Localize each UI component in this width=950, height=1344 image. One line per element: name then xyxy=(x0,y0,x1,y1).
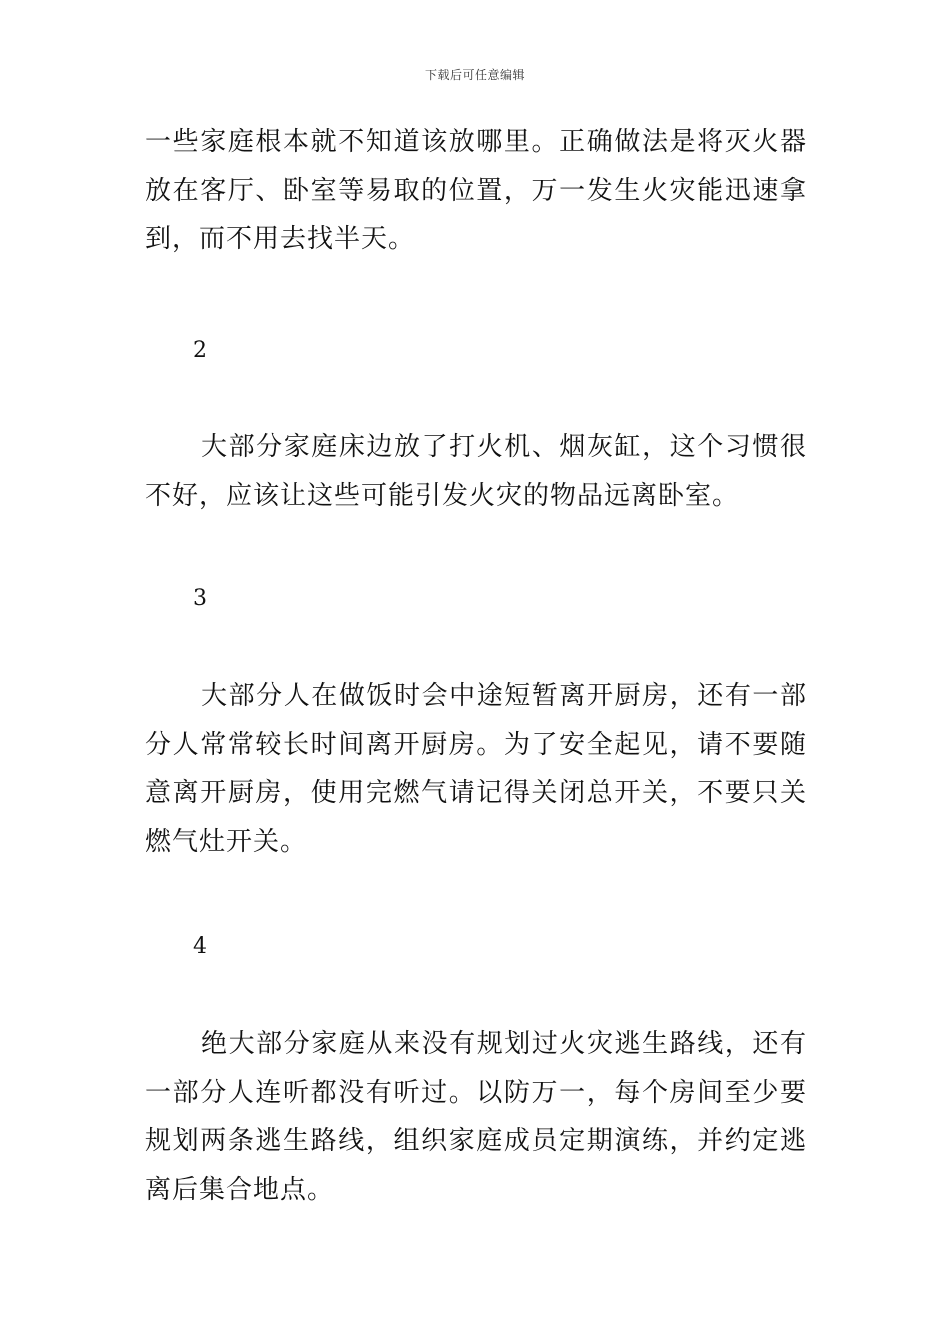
item-number-4: 4 xyxy=(193,934,207,959)
item-number-3: 3 xyxy=(193,586,207,611)
paragraph-item-3: 大部分人在做饭时会中途短暂离开厨房，还有一部分人常常较长时间离开厨房。为了安全起见，请不要随意离开厨房，使用完燃气请记得关闭总开关，不要只关燃气灶开关。 xyxy=(145,681,807,857)
paragraph-continued: 一些家庭根本就不知道该放哪里。正确做法是将灭火器放在客厅、卧室等易取的位置，万一发生火灾能迅速拿到，而不用去找半天。 xyxy=(145,127,807,254)
page-header: 下载后可任意编辑 xyxy=(424,68,525,82)
paragraph-item-4: 绝大部分家庭从来没有规划过火灾逃生路线，还有一部分人连听都没有听过。以防万一，每个房间至少要规划两条逃生路线，组织家庭成员定期演练，并约定逃离后集合地点。 xyxy=(145,1029,807,1205)
item-number-2: 2 xyxy=(193,338,207,363)
paragraph-item-2: 大部分家庭床边放了打火机、烟灰缸，这个习惯很不好，应该让这些可能引发火灾的物品远离卧室。 xyxy=(145,432,807,511)
